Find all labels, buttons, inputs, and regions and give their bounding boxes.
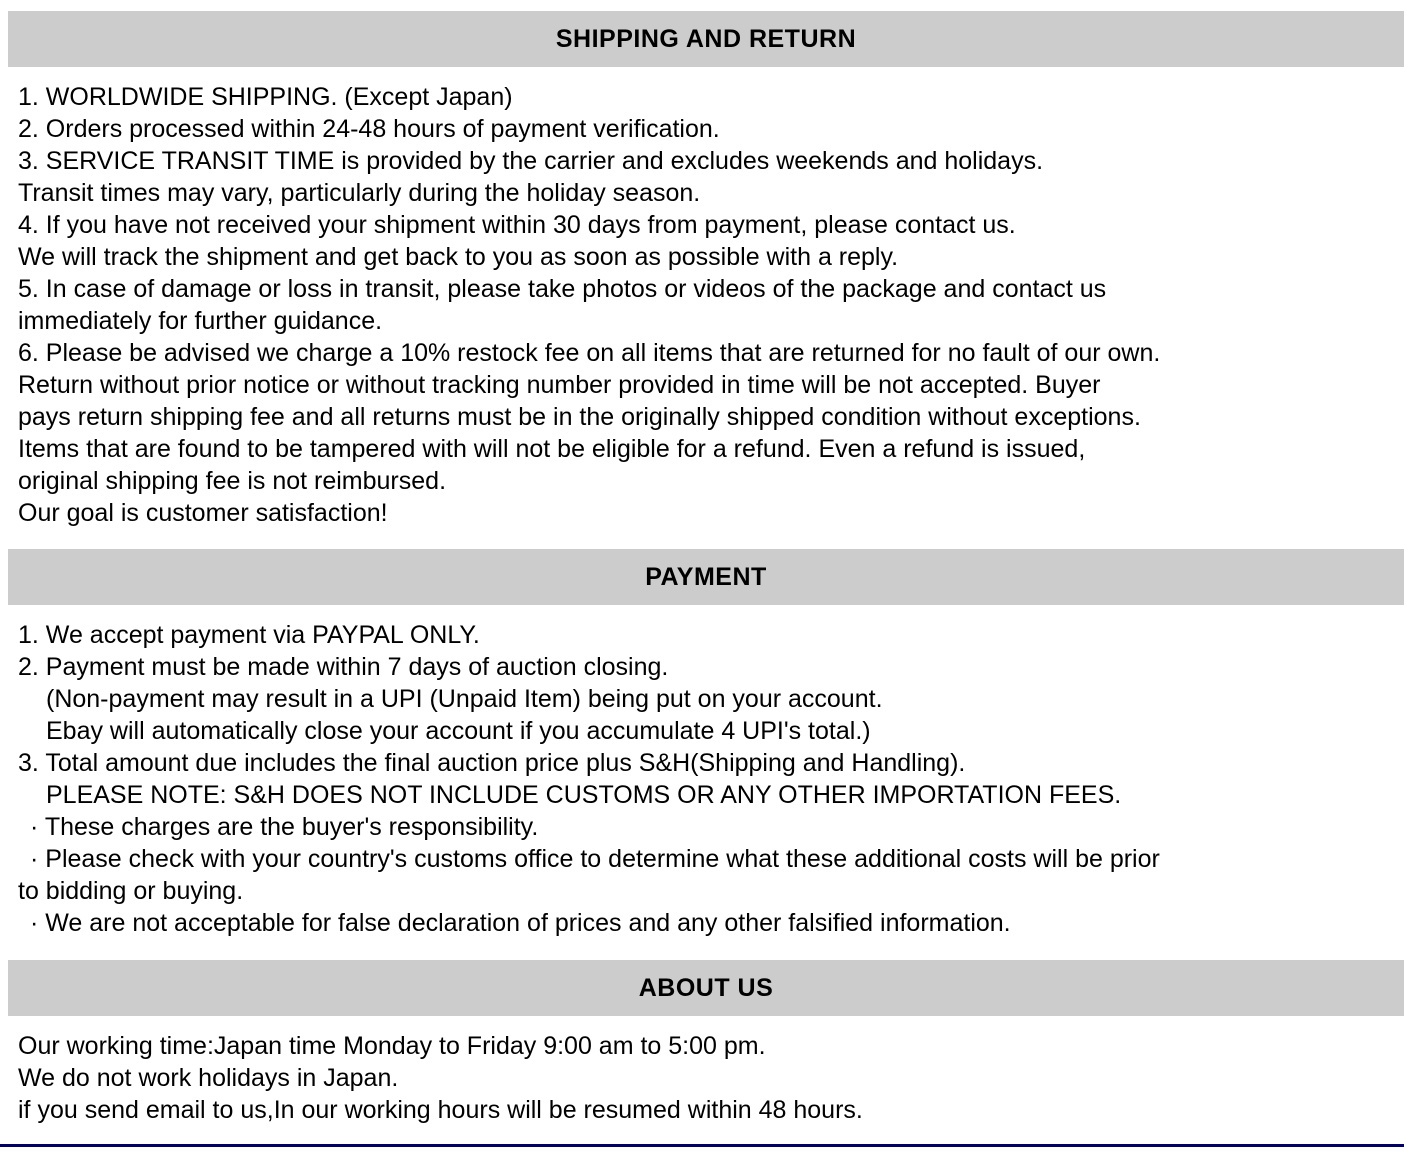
text-line-bullet: · We are not acceptable for false declaration of prices and any other falsified information. bbox=[30, 909, 1011, 937]
text-line: if you send email to us,In our working hours will be resumed within 48 hours. bbox=[18, 1096, 863, 1124]
text-line: 4. If you have not received your shipment within 30 days from payment, please contact us. bbox=[18, 211, 1016, 239]
text-line: 5. In case of damage or loss in transit, please take photos or videos of the package and contact us bbox=[18, 275, 1107, 303]
text-line: 6. Please be advised we charge a 10% restock fee on all items that are returned for no fault of our own. bbox=[18, 339, 1161, 367]
text-line: We will track the shipment and get back to you as soon as possible with a reply. bbox=[18, 243, 899, 271]
text-line: Our goal is customer satisfaction! bbox=[18, 499, 388, 527]
text-line: PLEASE NOTE: S&H DOES NOT INCLUDE CUSTOMS OR ANY OTHER IMPORTATION FEES. bbox=[46, 781, 1122, 809]
text-line: Our working time:Japan time Monday to Friday 9:00 am to 5:00 pm. bbox=[18, 1032, 766, 1060]
text-line: 2. Orders processed within 24-48 hours of payment verification. bbox=[18, 115, 720, 143]
section-header-about bbox=[8, 960, 1404, 1016]
bottom-divider bbox=[0, 1144, 1404, 1147]
section-title-shipping: SHIPPING AND RETURN bbox=[555, 24, 857, 53]
policy-page bbox=[0, 11, 1404, 1147]
section-header-shipping bbox=[8, 11, 1404, 67]
text-line: Transit times may vary, particularly during the holiday season. bbox=[18, 179, 701, 207]
text-line: 3. Total amount due includes the final auction price plus S&H(Shipping and Handling). bbox=[18, 749, 966, 777]
section-body-about bbox=[0, 1016, 1404, 1126]
text-line-bullet: · Please check with your country's customs office to determine what these additional costs will be prior bbox=[30, 845, 1160, 873]
section-title-about: ABOUT US bbox=[638, 973, 774, 1002]
text-line: 2. Payment must be made within 7 days of auction closing. bbox=[18, 653, 669, 681]
text-line: Items that are found to be tampered with will not be eligible for a refund. Even a refund is issued, bbox=[18, 435, 1086, 463]
text-line: 1. WORLDWIDE SHIPPING. (Except Japan) bbox=[18, 83, 513, 111]
text-line: pays return shipping fee and all returns must be in the originally shipped condition without exceptions. bbox=[18, 403, 1141, 431]
text-line: immediately for further guidance. bbox=[18, 307, 383, 335]
text-line: We do not work holidays in Japan. bbox=[18, 1064, 399, 1092]
section-body-shipping bbox=[0, 67, 1404, 529]
text-line: Return without prior notice or without tracking number provided in time will be not accepted. Buyer bbox=[18, 371, 1101, 399]
text-line-bullet: · These charges are the buyer's responsibility. bbox=[30, 813, 539, 841]
text-line: original shipping fee is not reimbursed. bbox=[18, 467, 447, 495]
section-header-payment bbox=[8, 549, 1404, 605]
section-title-payment: PAYMENT bbox=[645, 562, 767, 591]
text-line: 3. SERVICE TRANSIT TIME is provided by the carrier and excludes weekends and holidays. bbox=[18, 147, 1044, 175]
text-line: Ebay will automatically close your account if you accumulate 4 UPI's total.) bbox=[46, 717, 871, 745]
text-line: to bidding or buying. bbox=[18, 877, 244, 905]
text-line: (Non-payment may result in a UPI (Unpaid Item) being put on your account. bbox=[46, 685, 883, 713]
section-body-payment bbox=[0, 605, 1404, 939]
text-line: 1. We accept payment via PAYPAL ONLY. bbox=[18, 621, 480, 649]
